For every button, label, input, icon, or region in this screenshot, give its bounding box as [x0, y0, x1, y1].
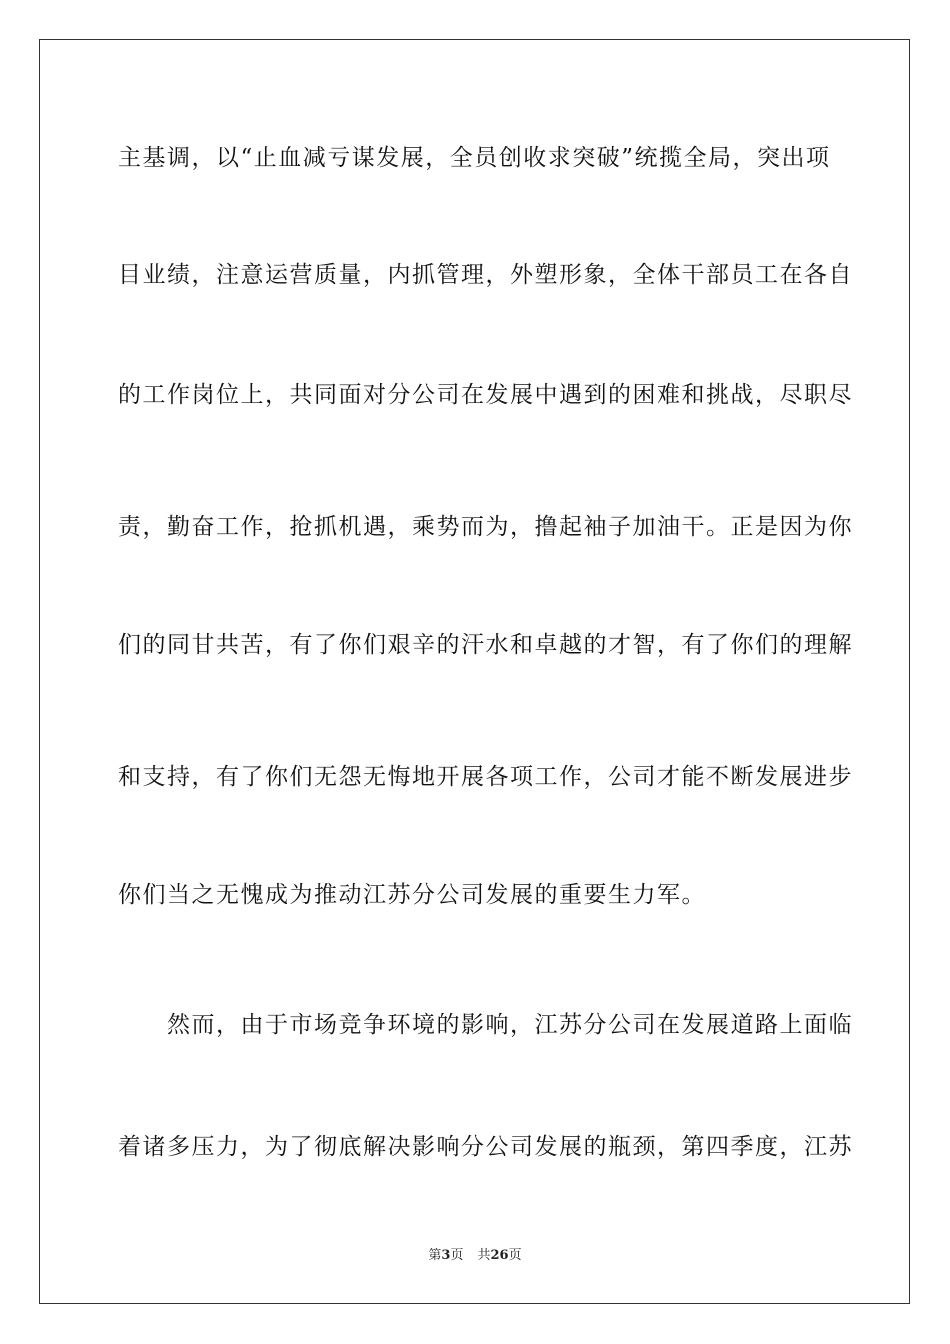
footer-total-prefix: 共	[477, 1248, 491, 1263]
footer-total-suffix: 页	[508, 1248, 522, 1263]
paragraph-line: 主基调，以“止血减亏谋发展，全员创收求突破”统揽全局，突出项	[118, 145, 831, 171]
page-footer	[0, 1248, 950, 1264]
paragraph-line: 和支持，有了你们无怨无悔地开展各项工作，公司才能不断发展进步	[118, 764, 853, 790]
footer-page-prefix: 第	[428, 1248, 442, 1263]
paragraph-line: 们的同甘共苦，有了你们艰辛的汗水和卓越的才智，有了你们的理解	[118, 632, 853, 658]
paragraph-line: 目业绩，注意运营质量，内抓管理，外塑形象，全体干部员工在各自	[118, 262, 853, 288]
paragraph-line: 你们当之无愧成为推动江苏分公司发展的重要生力军。	[118, 882, 706, 908]
footer-page-suffix: 页	[450, 1248, 464, 1263]
paragraph-line: 着诸多压力，为了彻底解决影响分公司发展的瓶颈，第四季度，江苏	[118, 1134, 853, 1160]
footer-page-number: 3	[441, 1248, 451, 1263]
paragraph-line: 然而，由于市场竞争环境的影响，江苏分公司在发展道路上面临	[118, 1012, 853, 1038]
paragraph-line: 责，勤奋工作，抢抓机遇，乘势而为，撸起袖子加油干。正是因为你	[118, 514, 853, 540]
footer-total-pages: 26	[490, 1248, 509, 1263]
paragraph-line: 的工作岗位上，共同面对分公司在发展中遇到的困难和挑战，尽职尽	[118, 382, 853, 408]
page-border	[39, 39, 910, 1304]
